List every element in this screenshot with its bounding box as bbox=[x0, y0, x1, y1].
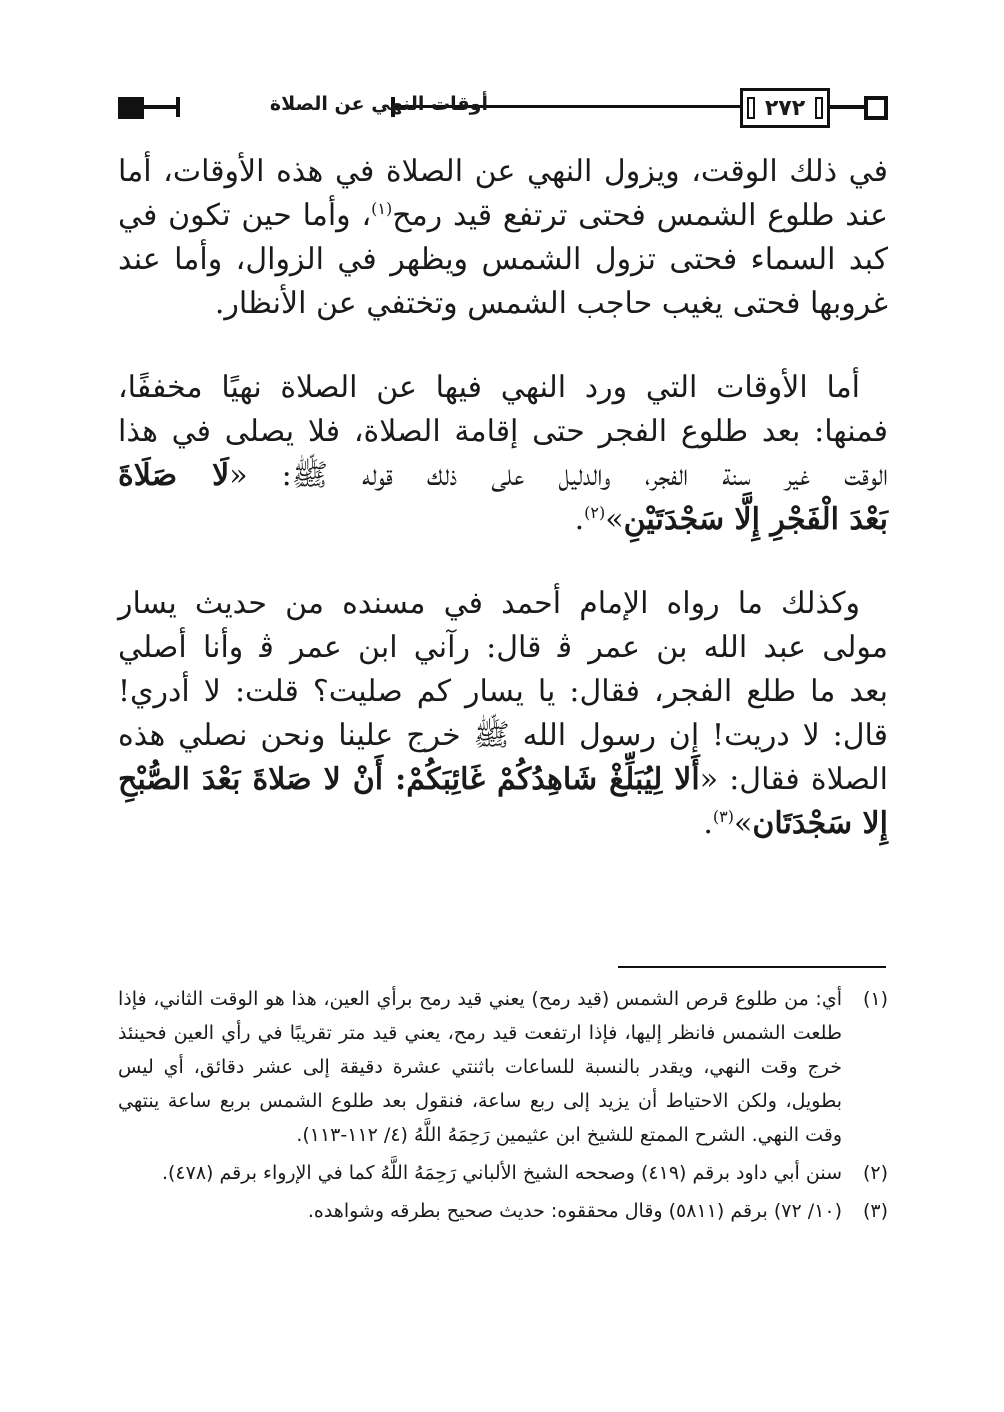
text-line bbox=[118, 454, 888, 498]
text-line: فمنها: بعد طلوع الفجر حتى إقامة الصلاة، فلا يصلى في هذا bbox=[118, 414, 888, 449]
text-line: غروبها فحتى يغيب حاجب الشمس وتختفي عن الأنظار. bbox=[214, 286, 888, 321]
text-line bbox=[118, 498, 888, 542]
text-span: عند طلوع الشمس فحتى ترتفع قيد رمح bbox=[392, 198, 888, 233]
footnote bbox=[118, 1194, 888, 1228]
text-span: ، وأما حين تكون في bbox=[118, 198, 372, 233]
header-rule-tick bbox=[176, 97, 180, 117]
text-span: . bbox=[703, 806, 713, 841]
hadith-text: لَا صَلَاةَ bbox=[118, 458, 230, 493]
header-rule bbox=[144, 105, 176, 109]
text-span: الوقت غير سنة الفجر، والدليل على ذلك قوله ﷺ: « bbox=[229, 458, 888, 493]
text-line bbox=[118, 194, 888, 238]
footnote-text: سنن أبي داود برقم (٤١٩) وصححه الشيخ الألباني رَحِمَهُ اللَّهُ كما في الإرواء برقم (٤٧٨). bbox=[161, 1162, 842, 1184]
paragraph bbox=[118, 366, 888, 542]
footnote-number: (١) bbox=[862, 988, 888, 1010]
header-square-ornament bbox=[864, 96, 888, 120]
footnote bbox=[118, 982, 888, 1152]
footnote bbox=[118, 1156, 888, 1190]
header-square-ornament bbox=[118, 97, 144, 119]
footnote-ref: (٣) bbox=[712, 807, 734, 826]
text-line: قال: لا دريت! إن رسول الله ﷺ خرج علينا ونحن نصلي هذه bbox=[118, 718, 888, 753]
body-text bbox=[118, 150, 888, 846]
footnote-divider bbox=[618, 966, 886, 968]
footnote-ref: (٢) bbox=[584, 503, 606, 522]
footnote-text: (١٠/ ٧٢) برقم (٥٨١١) وقال محققوه: حديث صحيح بطرقه وشواهده. bbox=[307, 1200, 842, 1222]
text-line: أما الأوقات التي ورد النهي فيها عن الصلاة نهيًا مخففًا، bbox=[118, 370, 860, 405]
text-span: » bbox=[733, 806, 753, 841]
text-line: في ذلك الوقت، ويزول النهي عن الصلاة في هذه الأوقات، أما bbox=[118, 154, 888, 189]
footnote-text: أي: من طلوع قرص الشمس (قيد رمح) يعني قيد رمح برأي العين، هذا هو الوقت الثاني، فإذا طلعت الشمس فانظر إليها، فإذا ارتفعت قيد رمح، يعني قيد متر تقريبًا في رأي العين فحينئذ خرج وقت النهي، ويقدر بالنسبة للساعات باثنتي عشرة دقيقة إلى عشر دقائق، أي ليس بطويل، ولكن الاحتياط أن يزيد إلى ربع ساعة، فنقول بعد طلوع الشمس بربع ساعة ينتهي وقت النهي. الشرح الممتع للشيخ ابن عثيمين رَحِمَهُ اللَّهُ (٤/ ١١٢-١١٣). bbox=[118, 988, 842, 1146]
page-header bbox=[118, 86, 888, 136]
text-span: . bbox=[574, 502, 585, 537]
text-line: بعد ما طلع الفجر، فقال: يا يسار كم صليت؟ قلت: لا أدري! bbox=[118, 674, 888, 709]
page-number: ٢٧٢ bbox=[740, 88, 830, 128]
footnote-number: (٣) bbox=[862, 1200, 888, 1222]
text-span: الصلاة فقال: « bbox=[699, 762, 888, 797]
hadith-text: إِلا سَجْدَتَان bbox=[752, 806, 888, 841]
chapter-title: أوقات النهي عن الصلاة bbox=[269, 93, 488, 115]
text-line: كبد السماء فحتى تزول الشمس ويظهر في الزوال، وأما عند bbox=[118, 242, 888, 277]
header-rule bbox=[830, 105, 864, 109]
hadith-text: بَعْدَ الْفَجْرِ إِلَّا سَجْدَتَيْنِ bbox=[623, 502, 888, 537]
text-span: » bbox=[605, 502, 624, 537]
text-line bbox=[118, 802, 888, 846]
footnote-ref: (١) bbox=[371, 199, 393, 218]
paragraph bbox=[118, 150, 888, 326]
text-line: مولى عبد الله بن عمر ﭬ قال: رآني ابن عمر ﭬ وأنا أصلي bbox=[118, 630, 888, 665]
hadith-text: أَلا لِيُبَلِّغْ شَاهِدُكُمْ غَائِبَكُمْ: أَنْ لا صَلاةَ بَعْدَ الصُّبْحِ bbox=[118, 762, 700, 797]
footnote-number: (٢) bbox=[862, 1162, 888, 1184]
paragraph bbox=[118, 582, 888, 846]
text-line: وكذلك ما رواه الإمام أحمد في مسنده من حديث يسار bbox=[118, 586, 860, 621]
text-line bbox=[118, 758, 888, 802]
footnotes bbox=[118, 982, 888, 1232]
